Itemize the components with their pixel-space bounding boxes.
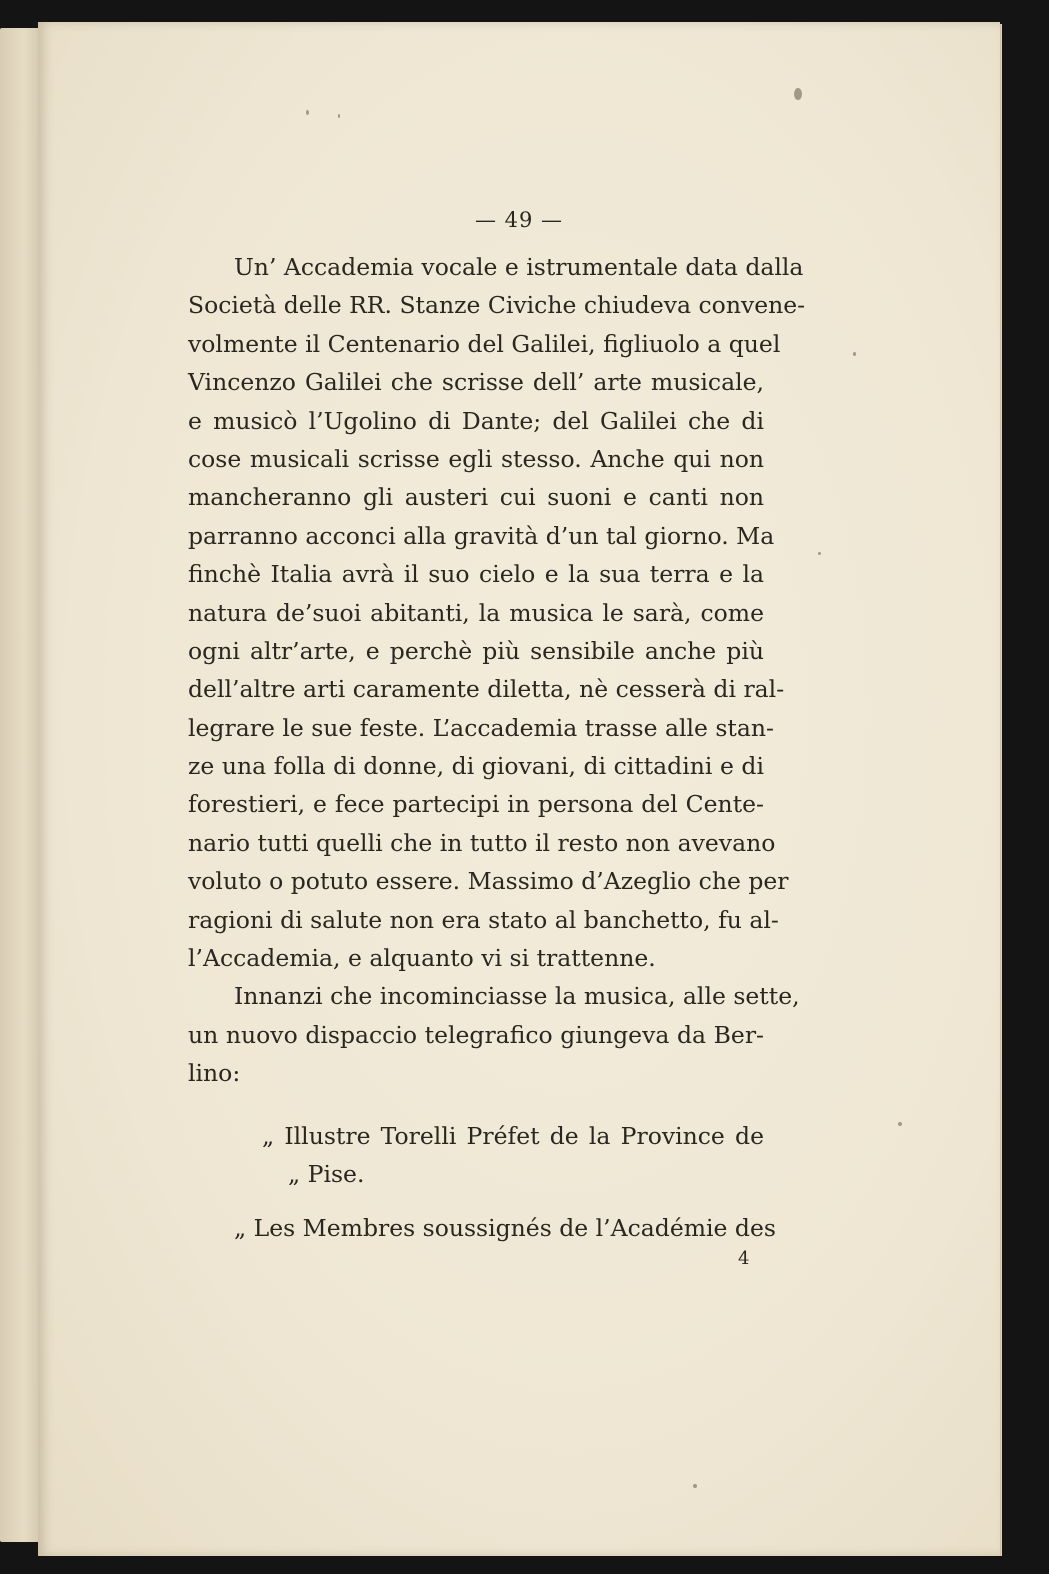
text-line: forestieri, e fece partecipi in persona del Cente- <box>188 790 764 819</box>
page-number: — 49 — <box>474 208 564 232</box>
paragraph-1 <box>188 248 806 977</box>
text-line: mancheranno gli austeri cui suoni e canti non <box>188 483 764 512</box>
text-line: ogni altr’arte, e perchè più sensibile anche più <box>188 636 764 665</box>
quote-line: „ Pise. <box>288 1159 365 1188</box>
text-line: parranno acconci alla gravità d’un tal giorno. Ma <box>188 521 775 550</box>
text-line: natura de’suoi abitanti, la musica le sarà, come <box>188 598 764 627</box>
text-line: finchè Italia avrà il suo cielo e la sua terra e la <box>188 560 764 589</box>
text-line: ragioni di salute non era stato al banchetto, fu al- <box>188 905 779 934</box>
quote-line: „ Illustre Torelli Préfet de la Province de <box>262 1121 764 1150</box>
text-line: Società delle RR. Stanze Civiche chiudeva convene- <box>188 291 806 320</box>
text-line: Vincenzo Galilei che scrisse dell’ arte musicale, <box>188 368 764 397</box>
signature-mark: 4 <box>738 1248 750 1269</box>
text-line: ze una folla di donne, di giovani, di cittadini e di <box>188 752 764 781</box>
text-line: voluto o potuto essere. Massimo d’Azeglio che per <box>188 867 789 896</box>
paper-speck <box>693 1484 697 1488</box>
paper-speck <box>794 88 802 100</box>
text-line: l’Accademia, e alquanto vi si trattenne. <box>188 944 656 973</box>
text-line: legrare le sue feste. L’accademia trasse alle stan- <box>188 713 774 742</box>
book-page <box>38 22 1000 1556</box>
text-line: cose musicali scrisse egli stesso. Anche qui non <box>188 444 764 473</box>
paragraph-2 <box>188 977 800 1092</box>
text-line: Un’ Accademia vocale e istrumentale data dalla <box>234 253 804 281</box>
text-line: nario tutti quelli che in tutto il resto non avevano <box>188 828 776 857</box>
text-line: e musicò l’Ugolino di Dante; del Galilei che di <box>188 406 764 435</box>
page-body <box>188 248 806 1248</box>
text-line: volmente il Centenario del Galilei, figliuolo a quel <box>188 329 781 358</box>
paper-speck <box>853 352 856 356</box>
text-line: Innanzi che incominciasse la musica, alle sette, <box>234 982 800 1011</box>
paper-speck <box>338 114 340 118</box>
paper-speck <box>898 1122 902 1126</box>
paper-speck <box>818 552 821 555</box>
paper-speck <box>306 110 309 115</box>
text-line: un nuovo dispaccio telegrafico giungeva da Ber- <box>188 1020 764 1049</box>
telegram-quote <box>188 1117 776 1248</box>
text-line: dell’altre arti caramente diletta, nè cesserà di ral- <box>188 675 785 704</box>
text-line: lino: <box>188 1059 241 1088</box>
quote-line: „ Les Membres soussignés de l’Académie des <box>234 1214 776 1243</box>
